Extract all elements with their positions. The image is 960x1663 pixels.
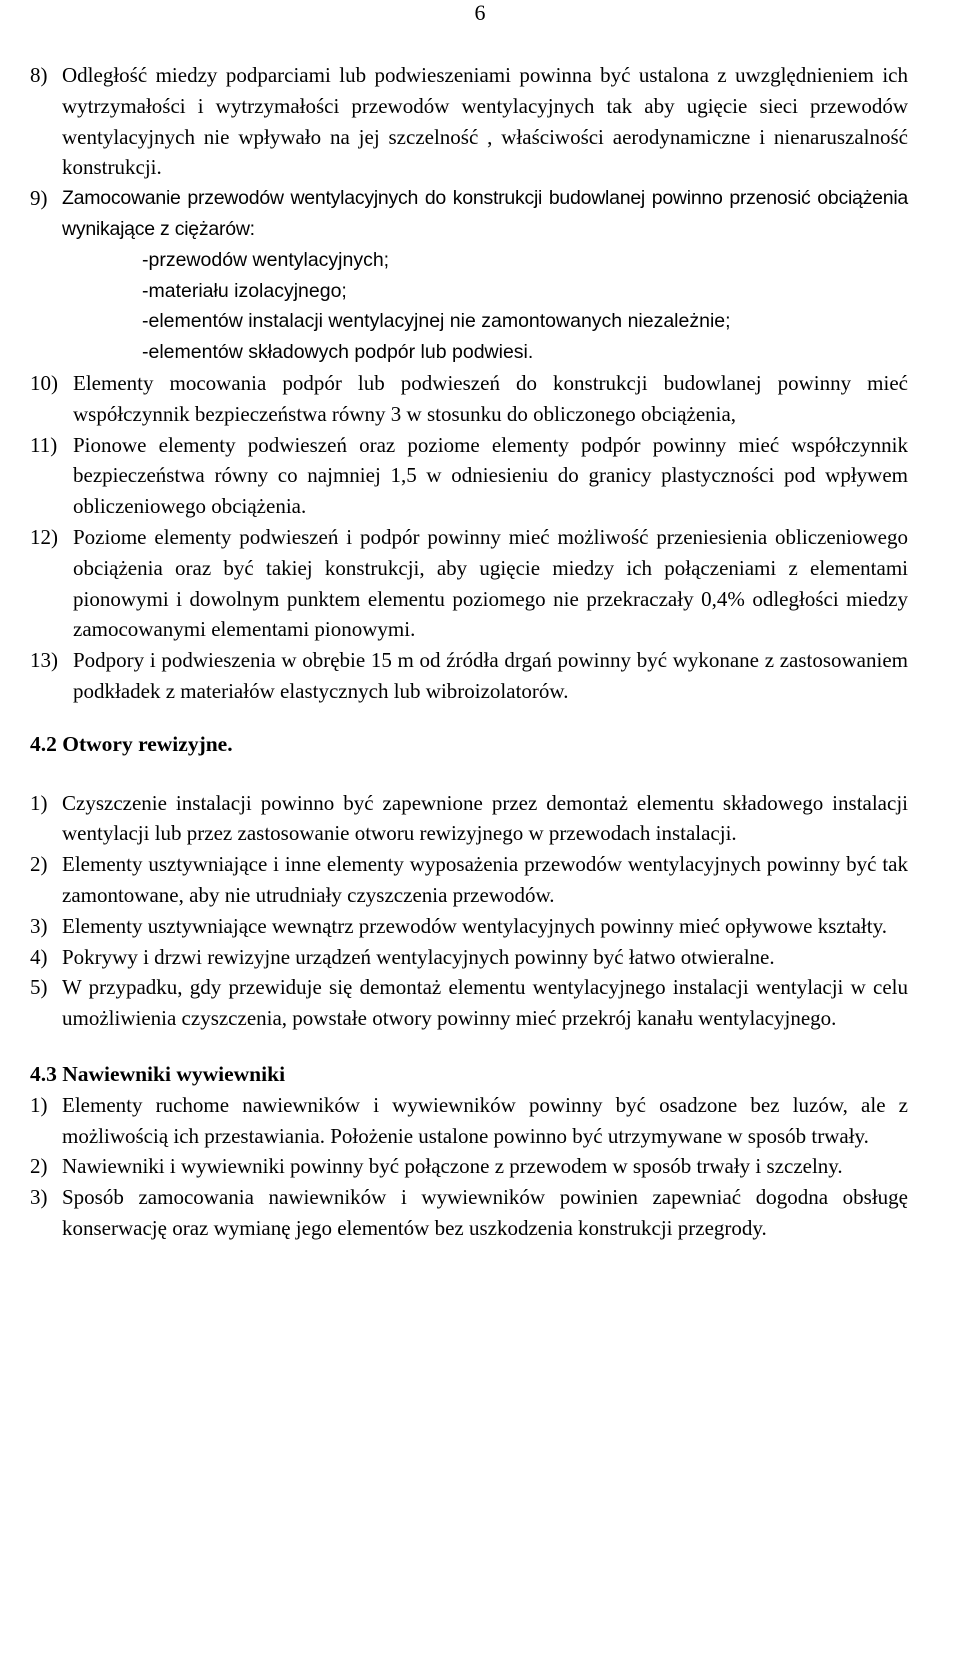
list-item — [30, 1182, 908, 1244]
list-item — [30, 911, 908, 942]
sub-item: -elementów instalacji wentylacyjnej nie zamontowanych niezależnie; — [142, 310, 731, 333]
list-item — [30, 1151, 908, 1182]
item-number: 10) — [30, 370, 58, 395]
list-item — [30, 430, 908, 522]
item-number: 13) — [30, 648, 58, 673]
list-item — [30, 522, 908, 645]
page-number: 6 — [474, 0, 486, 25]
list-item — [30, 788, 908, 850]
item-body — [62, 183, 908, 368]
item-text: Czyszczenie instalacji powinno być zapewnione przez demontaż elementu składowego instalacji wentylacji lub przez zastosowanie otworu rewizyjnego w przewodach instalacji. — [62, 790, 908, 846]
item-text: Odległość miedzy podparciami lub podwieszeniami powinna być ustalona z uwzględnieniem ich wytrzymałości i wytrzymałości przewodów wentylacyjnych tak aby ugięcie sieci przewodów wentylacyjnych nie wpływało na jej szczelność , właściwości aerodynamiczne i nienaruszalność konstrukcji. — [62, 63, 908, 180]
item-number: 12) — [30, 524, 58, 549]
list-item — [30, 972, 908, 1034]
sub-item: -materiału izolacyjnego; — [142, 279, 347, 302]
item-text: W przypadku, gdy przewiduje się demontaż elementu wentylacyjnego instalacji wentylacji w celu umożliwienia czyszczenia, powstałe otwory powinny mieć przekrój kanału wentylacyjnego. — [62, 975, 908, 1031]
list-item — [30, 942, 908, 973]
item-text: Poziome elementy podwieszeń i podpór powinny mieć możliwość przeniesienia obliczeniowego obciążenia oraz być takiej konstrukcji, aby ugięcie miedzy ich połączeniami z elementami pionowymi i dowolnym punktem elementu poziomego nie przekraczały 0,4% odległości miedzy zamocowanymi elementami pionowymi. — [73, 524, 908, 642]
item-text: Pionowe elementy podwieszeń oraz poziome elementy podpór powinny mieć współczynnik bezpieczeństwa równy co najmniej 1,5 w odniesieniu do granicy plastyczności pod wpływem obliczeniowego obciążenia. — [73, 432, 908, 519]
item-text: Elementy mocowania podpór lub podwieszeń do konstrukcji budowlanej powinny mieć współczynnik bezpieczeństwa równy 3 w stosunku do obliczonego obciążenia, — [73, 370, 908, 426]
section-heading: 4.3 Nawiewniki wywiewniki — [30, 1061, 286, 1086]
section-heading: 4.2 Otwory rewizyjne. — [30, 731, 233, 756]
item-text: Podpory i podwieszenia w obrębie 15 m od źródła drgań powinny być wykonane z zastosowaniem podkładek z materiałów elastycznych lub wibroizolatorów. — [73, 648, 908, 703]
item-number: 1) — [30, 790, 48, 815]
list-item — [30, 849, 908, 911]
sub-item: -przewodów wentylacyjnych; — [142, 248, 390, 271]
item-text: Sposób zamocowania nawiewników i wywiewników powinien zapewniać dogodna obsługę konserwację oraz wymianę jego elementów bez uszkodzenia konstrukcji przegrody. — [62, 1185, 908, 1240]
list-item — [30, 645, 908, 707]
list-item — [30, 368, 908, 430]
sub-item: -elementów składowych podpór lub podwiesi. — [142, 341, 534, 364]
document-body — [30, 60, 908, 1244]
list-item — [30, 60, 908, 183]
item-text: Elementy ruchome nawiewników i wywiewników powinny być osadzone bez luzów, ale z możliwością ich przestawiania. Położenie ustalone powinno być utrzymywane w sposób trwały. — [62, 1092, 908, 1148]
item-text: Zamocowanie przewodów wentylacyjnych do konstrukcji budowlanej powinno przenosić obciążenia wynikające z ciężarów: — [62, 187, 908, 240]
list-item — [30, 1090, 908, 1152]
sub-list — [142, 245, 908, 368]
item-text: Pokrywy i drzwi rewizyjne urządzeń wentylacyjnych powinny być łatwo otwieralne. — [62, 944, 775, 969]
item-number: 3) — [30, 913, 48, 938]
item-text: Elementy usztywniające i inne elementy wyposażenia przewodów wentylacyjnych powinny być tak zamontowane, aby nie utrudniały czyszczenia przewodów. — [62, 852, 908, 907]
item-number: 9) — [30, 186, 48, 211]
item-number: 4) — [30, 944, 48, 969]
item-text: Nawiewniki i wywiewniki powinny być połączone z przewodem w sposób trwały i szczelny. — [62, 1154, 843, 1179]
item-number: 5) — [30, 975, 48, 1000]
diffusers-list — [30, 1090, 908, 1244]
item-number: 2) — [30, 1154, 48, 1179]
item-number: 8) — [30, 63, 48, 87]
inspection-openings-list — [30, 788, 908, 1034]
item-number: 1) — [30, 1092, 48, 1117]
item-number: 2) — [30, 852, 48, 877]
item-number: 3) — [30, 1185, 48, 1210]
item-number: 11) — [30, 432, 58, 457]
item-text: Elementy usztywniające wewnątrz przewodów wentylacyjnych powinny mieć opływowe kształty. — [62, 913, 887, 938]
requirements-list — [30, 60, 908, 707]
list-item — [30, 183, 908, 368]
